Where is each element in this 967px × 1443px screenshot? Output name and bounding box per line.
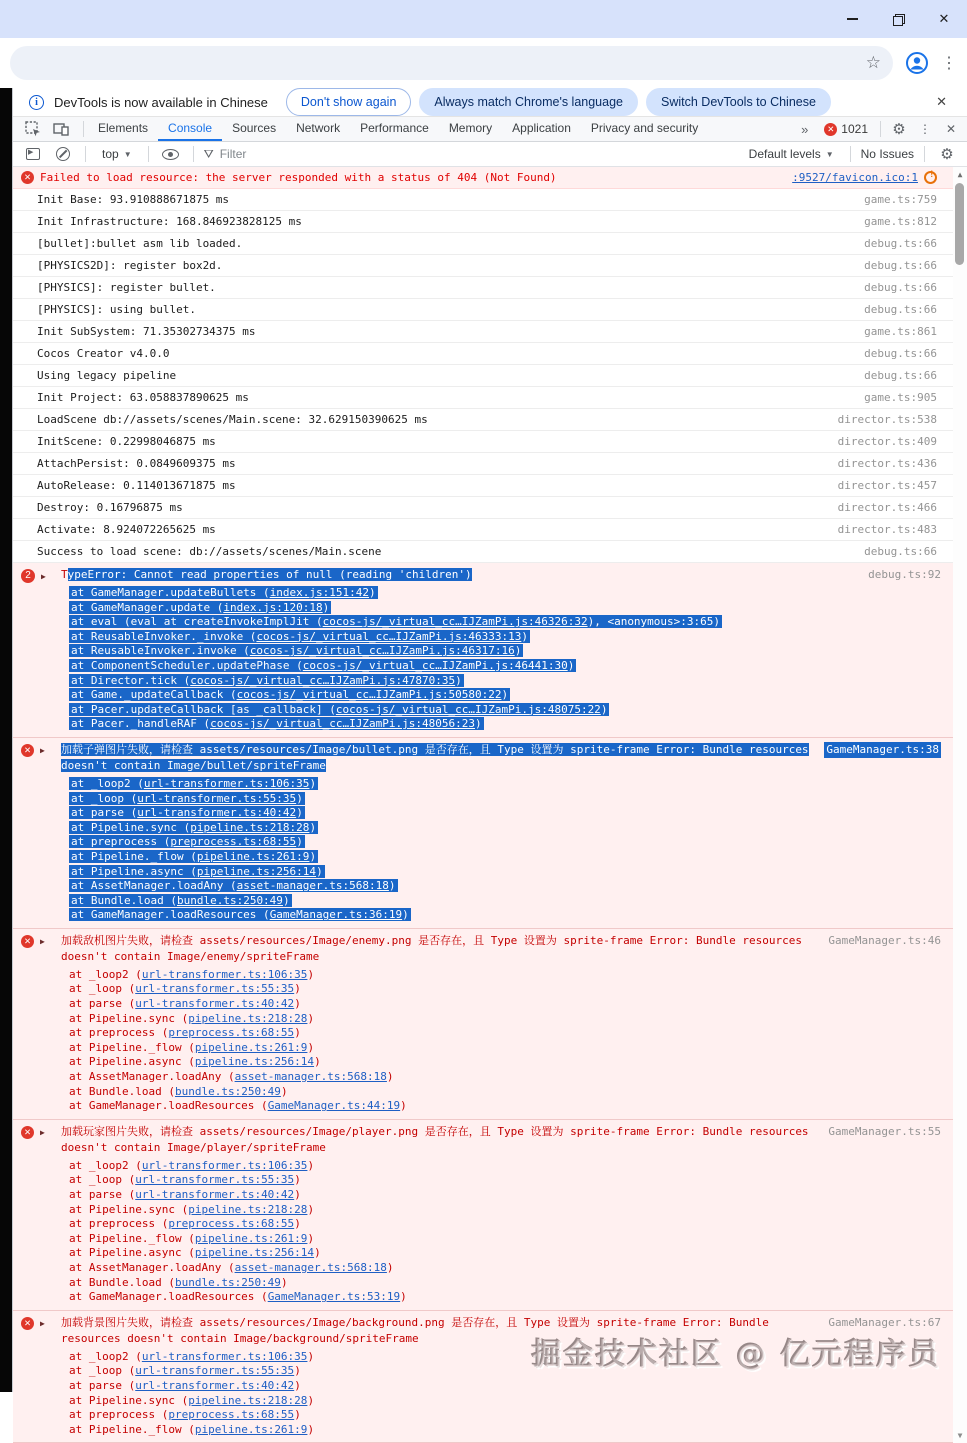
- source-location[interactable]: GameManager.ts:67: [828, 1315, 941, 1329]
- log-message: [PHYSICS]: register bullet.: [37, 281, 216, 294]
- stack-link[interactable]: pipeline.ts:256:14: [196, 864, 317, 878]
- stack-frame: at ComponentScheduler.updatePhase (cocos-js/_virtual_cc…IJZamPi.js:46441:30): [71, 658, 575, 672]
- tab-performance[interactable]: Performance: [360, 121, 429, 135]
- issues-counter[interactable]: No Issues: [860, 147, 914, 161]
- source-location: debug.ts:66: [864, 259, 937, 272]
- log-message: Init Base: 93.910888671875 ms: [37, 193, 230, 206]
- chevron-down-icon: ▼: [825, 149, 834, 159]
- console-log-row: [13, 453, 967, 475]
- stack-link[interactable]: asset-manager.ts:568:18: [234, 1070, 387, 1084]
- devtools-menu-icon[interactable]: ⋮: [919, 122, 931, 136]
- divider: [148, 146, 149, 162]
- source-location: debug.ts:66: [864, 281, 937, 294]
- console-toolbar: [13, 142, 967, 167]
- page-background-strip: [0, 88, 12, 1392]
- source-location[interactable]: debug.ts:92: [868, 568, 941, 581]
- log-message: AttachPersist: 0.0849609375 ms: [37, 457, 236, 470]
- expand-triangle-icon[interactable]: ▶: [41, 571, 46, 581]
- source-location[interactable]: GameManager.ts:38: [826, 742, 939, 756]
- console-error-group: [13, 738, 967, 929]
- stack-link[interactable]: url-transformer.ts:40:42: [135, 1378, 295, 1392]
- close-button[interactable]: [921, 0, 967, 38]
- stack-link[interactable]: GameManager.ts:36:19: [269, 908, 403, 922]
- stack-frame: at _loop (url-transformer.ts:55:35): [69, 1173, 301, 1187]
- live-expression-eye-icon[interactable]: [159, 142, 183, 166]
- stack-link[interactable]: preprocess.ts:68:55: [168, 1217, 295, 1231]
- console-log-row: [13, 343, 967, 365]
- source-location: game.ts:905: [864, 391, 937, 404]
- stack-frame: at GameManager.updateBullets (index.js:151:42): [71, 586, 376, 599]
- console-log-row: [13, 189, 967, 211]
- log-message: Init SubSystem: 71.35302734375 ms: [37, 325, 256, 338]
- stack-frame: at GameManager.loadResources (GameManager.ts:44:19): [69, 1099, 407, 1113]
- inspect-element-icon[interactable]: [21, 117, 45, 141]
- divider: [924, 146, 925, 162]
- scroll-up-icon[interactable]: ▲: [957, 170, 963, 179]
- stack-frame: at preprocess (preprocess.ts:68:55): [69, 1026, 301, 1040]
- source-location: debug.ts:66: [864, 237, 937, 250]
- stack-frame: at AssetManager.loadAny (asset-manager.ts:568:18): [69, 1260, 394, 1274]
- log-message: Activate: 8.924072265625 ms: [37, 523, 216, 536]
- stack-frame: at _loop2 (url-transformer.ts:106:35): [69, 1349, 315, 1363]
- scrollbar-thumb[interactable]: [955, 183, 964, 265]
- source-location: director.ts:483: [837, 523, 937, 536]
- stack-link[interactable]: index.js:151:42: [269, 586, 370, 599]
- console-log-row: [13, 519, 967, 541]
- close-icon: ✕: [938, 11, 950, 26]
- stack-link[interactable]: pipeline.ts:256:14: [194, 1246, 315, 1260]
- stack-frame: at Bundle.load (bundle.ts:250:49): [69, 1084, 288, 1098]
- stack-frame: at Director.tick (cocos-js/_virtual_cc…IJZamPi.js:47870:35): [71, 673, 462, 687]
- error-message: 加载玩家图片失败，请检查 assets/resources/Image/player.png 是否存在，且 Type 设置为 sprite-frame Error: Bundle resources doesn't contain Image/player/spriteFrame: [61, 1124, 809, 1154]
- stack-trace: [13, 774, 967, 923]
- source-location: debug.ts:66: [864, 347, 937, 360]
- stack-frame: at Bundle.load (bundle.ts:250:49): [71, 893, 290, 907]
- stack-frame: at preprocess (preprocess.ts:68:55): [71, 835, 303, 849]
- divider: [193, 146, 194, 162]
- log-message: LoadScene db://assets/scenes/Main.scene: 32.629150390625 ms: [37, 413, 428, 426]
- scrollbar[interactable]: [953, 167, 967, 1443]
- watermark: 掘金技术社区 @ 亿元程序员: [532, 1338, 941, 1373]
- expand-triangle-icon[interactable]: ▶: [40, 1318, 45, 1328]
- stack-frame: at _loop2 (url-transformer.ts:106:35): [71, 776, 317, 790]
- stack-frame: at Pipeline.async (pipeline.ts:256:14): [69, 1246, 321, 1260]
- stack-link[interactable]: url-transformer.ts:55:35: [137, 791, 297, 805]
- devtools-tabbar: [13, 117, 967, 142]
- error-message: 加载背景图片失败，请检查 assets/resources/Image/background.png 是否存在，且 Type 设置为 sprite-frame Error: Bundle resources doesn't contain Image/background/spriteFrame: [61, 1315, 769, 1345]
- stack-link[interactable]: url-transformer.ts:106:35: [141, 1349, 308, 1363]
- stack-frame: at Pacer._handleRAF (cocos-js/_virtual_cc…IJZamPi.js:48056:23): [71, 717, 482, 731]
- stack-frame: at Pipeline.async (pipeline.ts:256:14): [71, 864, 323, 878]
- stack-link[interactable]: url-transformer.ts:40:42: [135, 1188, 295, 1201]
- console-log-row: [13, 409, 967, 431]
- console-log-row: [13, 475, 967, 497]
- stack-frame: at Pipeline.sync (pipeline.ts:218:28): [69, 1202, 315, 1216]
- log-message: Using legacy pipeline: [37, 369, 177, 382]
- stack-link[interactable]: url-transformer.ts:106:35: [141, 1158, 308, 1172]
- source-link[interactable]: :9527/favicon.ico:1: [792, 171, 918, 184]
- stack-link[interactable]: pipeline.ts:218:28: [188, 1393, 308, 1407]
- stack-link[interactable]: pipeline.ts:261:9: [194, 1040, 308, 1054]
- log-levels-selector[interactable]: [743, 145, 840, 163]
- stack-link[interactable]: pipeline.ts:261:9: [196, 849, 310, 863]
- source-location: director.ts:466: [837, 501, 937, 514]
- error-circle-icon: ✕: [21, 1126, 34, 1139]
- filter-funnel-icon: ⛛: [203, 146, 214, 161]
- device-toolbar-icon[interactable]: [49, 117, 73, 141]
- infobar-button-switch-devtools-to-chinese[interactable]: Switch DevTools to Chinese: [646, 88, 831, 116]
- stack-frame: at Pipeline._flow (pipeline.ts:261:9): [69, 1040, 315, 1054]
- context-selector[interactable]: [96, 145, 138, 163]
- log-message: InitScene: 0.22998046875 ms: [37, 435, 216, 448]
- stack-frame: at Pipeline.sync (pipeline.ts:218:28): [69, 1011, 315, 1025]
- console-log-row: [13, 277, 967, 299]
- stack-link[interactable]: GameManager.ts:44:19: [267, 1099, 401, 1113]
- tab-elements[interactable]: Elements: [98, 121, 149, 135]
- console-log-row: [13, 431, 967, 453]
- stack-frame: at _loop (url-transformer.ts:55:35): [71, 791, 303, 805]
- tab-list: [88, 117, 708, 141]
- console-log-row: [13, 255, 967, 277]
- stack-link[interactable]: url-transformer.ts:40:42: [137, 806, 297, 820]
- stack-link[interactable]: pipeline.ts:218:28: [188, 1202, 308, 1216]
- console-log-row: [13, 211, 967, 233]
- stack-link[interactable]: url-transformer.ts:55:35: [135, 1364, 295, 1378]
- console-error-group: [13, 1120, 967, 1311]
- infobar-buttons: [286, 88, 831, 116]
- divider: [83, 121, 84, 137]
- stack-link[interactable]: pipeline.ts:218:28: [190, 820, 310, 834]
- expand-triangle-icon[interactable]: ▶: [40, 745, 45, 755]
- console-error-group: [13, 929, 967, 1120]
- source-location: game.ts:861: [864, 325, 937, 338]
- stack-link[interactable]: cocos-js/_virtual_cc…IJZamPi.js:46317:16: [249, 644, 515, 658]
- stack-frame: at Pipeline.async (pipeline.ts:256:14): [69, 1055, 321, 1069]
- stack-link[interactable]: url-transformer.ts:40:42: [135, 997, 295, 1011]
- log-message: Init Project: 63.058837890625 ms: [37, 391, 249, 404]
- restore-icon: [893, 14, 903, 24]
- stack-trace: [13, 583, 967, 732]
- console-log-row: [13, 497, 967, 519]
- stack-link[interactable]: asset-manager.ts:568:18: [234, 1260, 387, 1274]
- stack-frame: at GameManager.update (index.js:120:18): [71, 600, 330, 614]
- error-circle-icon: ✕: [21, 744, 34, 757]
- stack-link[interactable]: pipeline.ts:261:9: [194, 1231, 308, 1245]
- console-log-row: [13, 387, 967, 409]
- expand-triangle-icon[interactable]: ▶: [40, 936, 45, 946]
- stack-frame: at Game._updateCallback (cocos-js/_virtual_cc…IJZamPi.js:50580:22): [71, 688, 509, 702]
- stack-frame: at Pipeline.sync (pipeline.ts:218:28): [69, 1393, 315, 1407]
- minimize-icon: [847, 18, 858, 20]
- window-titlebar: [0, 0, 967, 38]
- stack-frame: at GameManager.loadResources (GameManager.ts:36:19): [71, 908, 409, 922]
- error-circle-icon: ✕: [21, 1317, 34, 1330]
- tab-privacy-and-security[interactable]: Privacy and security: [590, 121, 699, 135]
- repeat-count-badge: 2: [21, 569, 35, 583]
- infobar-close-icon[interactable]: ✕: [936, 94, 947, 109]
- stack-link[interactable]: url-transformer.ts:106:35: [141, 967, 308, 981]
- clear-console-icon[interactable]: [51, 142, 75, 166]
- stack-frame: at Pipeline._flow (pipeline.ts:261:9): [69, 1422, 315, 1436]
- stack-frame: at GameManager.loadResources (GameManager.ts:53:19): [69, 1290, 407, 1304]
- error-circle-icon: ✕: [21, 171, 34, 184]
- stack-link[interactable]: cocos-js/_virtual_cc…IJZamPi.js:47870:35: [190, 673, 456, 687]
- source-location: debug.ts:66: [864, 303, 937, 316]
- devtools-language-infobar: [13, 88, 967, 117]
- console-error-row: [13, 167, 967, 189]
- devtools-close-icon[interactable]: ✕: [945, 122, 957, 136]
- stack-frame: at parse (url-transformer.ts:40:42): [69, 1378, 301, 1392]
- stack-link[interactable]: url-transformer.ts:106:35: [143, 776, 310, 790]
- log-message: Init Infrastructure: 168.846923828125 ms: [37, 215, 302, 228]
- error-count: 1021: [841, 122, 868, 136]
- chevron-down-icon: ▼: [123, 149, 132, 159]
- log-message: Cocos Creator v4.0.0: [37, 347, 170, 360]
- stack-link[interactable]: pipeline.ts:256:14: [194, 1055, 315, 1069]
- profile-avatar-icon[interactable]: [905, 51, 929, 75]
- console-log-row: [13, 233, 967, 255]
- more-tabs-icon[interactable]: »: [801, 121, 809, 137]
- scroll-down-icon[interactable]: ▼: [957, 1431, 963, 1441]
- stack-link[interactable]: url-transformer.ts:55:35: [135, 1173, 295, 1187]
- stack-frame: at Pipeline.sync (pipeline.ts:218:28): [71, 820, 317, 834]
- stack-link[interactable]: bundle.ts:250:49: [174, 1084, 281, 1098]
- stack-frame: at Pacer.updateCallback [as _callback] (cocos-js/_virtual_cc…IJZamPi.js:48075:22): [71, 702, 608, 716]
- log-message: AutoRelease: 0.114013671875 ms: [37, 479, 236, 492]
- stack-link[interactable]: cocos-js/_virtual_cc…IJZamPi.js:48056:23: [210, 717, 475, 731]
- console-log-row: [13, 299, 967, 321]
- issue-warning-icon[interactable]: [924, 171, 937, 184]
- stack-frame: at Pipeline._flow (pipeline.ts:261:9): [71, 849, 317, 863]
- stack-frame: at eval (eval at createInvokeImplJit (cocos-js/_virtual_cc…IJZamPi.js:46326:32), <anonymous>:3:65): [71, 615, 721, 629]
- stack-frame: at preprocess (preprocess.ts:68:55): [69, 1408, 301, 1422]
- console-settings-gear-icon[interactable]: ⚙: [940, 146, 954, 163]
- source-location[interactable]: GameManager.ts:46: [828, 933, 941, 947]
- stack-frame: at ReusableInvoker._invoke (cocos-js/_virtual_cc…IJZamPi.js:46333:13): [71, 629, 528, 643]
- context-label: top: [102, 147, 119, 161]
- console-log: [13, 167, 967, 1443]
- stack-frame: at _loop2 (url-transformer.ts:106:35): [69, 967, 315, 981]
- stack-link[interactable]: cocos-js/_virtual_cc…IJZamPi.js:46441:30: [302, 658, 568, 672]
- log-message: Destroy: 0.16796875 ms: [37, 501, 183, 514]
- error-count-badge[interactable]: [818, 122, 874, 136]
- source-location[interactable]: GameManager.ts:55: [828, 1124, 941, 1138]
- stack-frame: at parse (url-transformer.ts:40:42): [69, 1188, 301, 1201]
- filter-input[interactable]: Filter: [219, 147, 247, 161]
- error-circle-icon: ✕: [21, 935, 34, 948]
- stack-link[interactable]: bundle.ts:250:49: [176, 893, 283, 907]
- browser-toolbar: [0, 38, 967, 88]
- stack-link[interactable]: cocos-js/_virtual_cc…IJZamPi.js:48075:22: [335, 702, 601, 716]
- browser-menu-icon[interactable]: ⋮: [941, 55, 957, 72]
- infobar-button-always-match-chrome-s-language[interactable]: Always match Chrome's language: [419, 88, 638, 116]
- stack-frame: at AssetManager.loadAny (asset-manager.ts:568:18): [71, 879, 396, 893]
- stack-link[interactable]: preprocess.ts:68:55: [168, 1408, 295, 1422]
- console-log-row: [13, 365, 967, 387]
- stack-frame: at parse (url-transformer.ts:40:42): [69, 997, 301, 1011]
- settings-gear-icon[interactable]: ⚙: [892, 121, 906, 138]
- stack-trace: [13, 965, 967, 1114]
- console-log-row: [13, 541, 967, 563]
- stack-link[interactable]: cocos-js/_virtual_cc…IJZamPi.js:46326:32: [322, 615, 588, 629]
- stack-link[interactable]: cocos-js/_virtual_cc…IJZamPi.js:46333:13: [256, 629, 522, 643]
- stack-frame: at _loop (url-transformer.ts:55:35): [69, 1364, 301, 1378]
- log-message: [PHYSICS2D]: register box2d.: [37, 259, 223, 272]
- stack-link[interactable]: pipeline.ts:218:28: [188, 1011, 308, 1025]
- stack-link[interactable]: url-transformer.ts:55:35: [135, 982, 295, 996]
- tab-sources[interactable]: Sources: [232, 121, 277, 135]
- log-message: [bullet]:bullet asm lib loaded.: [37, 237, 243, 250]
- stack-link[interactable]: pipeline.ts:261:9: [194, 1422, 308, 1436]
- info-icon: i: [29, 95, 44, 110]
- error-circle-icon: ✕: [824, 123, 837, 136]
- source-location: game.ts:759: [864, 193, 937, 206]
- stack-frame: at ReusableInvoker.invoke (cocos-js/_virtual_cc…IJZamPi.js:46317:16): [71, 644, 522, 658]
- tab-application[interactable]: Application: [512, 121, 571, 135]
- stack-frame: at parse (url-transformer.ts:40:42): [71, 806, 303, 820]
- source-location: director.ts:436: [837, 457, 937, 470]
- stack-link[interactable]: cocos-js/_virtual_cc…IJZamPi.js:50580:22: [236, 688, 502, 702]
- stack-frame: at Pipeline._flow (pipeline.ts:261:9): [69, 1231, 315, 1245]
- console-log-row: [13, 321, 967, 343]
- source-location: debug.ts:66: [864, 369, 937, 382]
- devtools-panel: [12, 88, 967, 1441]
- log-message: Success to load scene: db://assets/scenes/Main.scene: [37, 545, 382, 558]
- log-message: [PHYSICS]: using bullet.: [37, 303, 196, 316]
- stack-link[interactable]: index.js:120:18: [223, 600, 323, 614]
- source-location: director.ts:457: [837, 479, 937, 492]
- console-error-group: [13, 563, 967, 738]
- error-message: TypeError: Cannot read properties of null (reading 'children'): [61, 568, 472, 581]
- source-location: debug.ts:66: [864, 545, 937, 558]
- infobar-message: DevTools is now available in Chinese: [54, 94, 268, 110]
- source-location: game.ts:812: [864, 215, 937, 228]
- error-message: 加载敌机图片失败，请检查 assets/resources/Image/enemy.png 是否存在，且 Type 设置为 sprite-frame Error: Bundle resources doesn't contain Image/enemy/spriteFrame: [61, 933, 802, 963]
- divider: [880, 121, 881, 137]
- stack-link[interactable]: bundle.ts:250:49: [174, 1275, 281, 1289]
- minimize-button[interactable]: [829, 0, 875, 38]
- console-sidebar-icon[interactable]: [21, 142, 45, 166]
- stack-frame: at _loop (url-transformer.ts:55:35): [69, 982, 301, 996]
- levels-label: Default levels: [748, 147, 821, 161]
- error-message: 加载子弹图片失败，请检查 assets/resources/Image/bullet.png 是否存在，且 Type 设置为 sprite-frame Error: Bundle resources doesn't contain Image/bullet/spriteFrame: [61, 742, 809, 772]
- stack-link[interactable]: preprocess.ts:68:55: [168, 1026, 295, 1040]
- stack-link[interactable]: preprocess.ts:68:55: [170, 835, 297, 849]
- expand-triangle-icon[interactable]: ▶: [40, 1127, 45, 1137]
- divider: [85, 146, 86, 162]
- tab-console[interactable]: Console: [158, 117, 222, 141]
- infobar-button-don-t-show-again[interactable]: Don't show again: [286, 88, 412, 116]
- stack-frame: at preprocess (preprocess.ts:68:55): [69, 1217, 301, 1231]
- stack-frame: at _loop2 (url-transformer.ts:106:35): [69, 1158, 315, 1172]
- stack-link[interactable]: GameManager.ts:53:19: [267, 1290, 401, 1304]
- stack-frame: at AssetManager.loadAny (asset-manager.ts:568:18): [69, 1070, 394, 1084]
- divider: [850, 146, 851, 162]
- address-bar[interactable]: [10, 46, 893, 80]
- stack-frame: at Bundle.load (bundle.ts:250:49): [69, 1275, 288, 1289]
- tab-network[interactable]: Network: [296, 121, 341, 135]
- log-message: Failed to load resource: the server responded with a status of 404 (Not Found): [40, 171, 557, 184]
- stack-link[interactable]: asset-manager.ts:568:18: [236, 879, 389, 893]
- restore-button[interactable]: [875, 0, 921, 38]
- source-location: director.ts:538: [837, 413, 937, 426]
- source-location: director.ts:409: [837, 435, 937, 448]
- tab-memory[interactable]: Memory: [448, 121, 493, 135]
- stack-trace: [13, 1156, 967, 1305]
- bookmark-star-icon[interactable]: ☆: [865, 53, 881, 72]
